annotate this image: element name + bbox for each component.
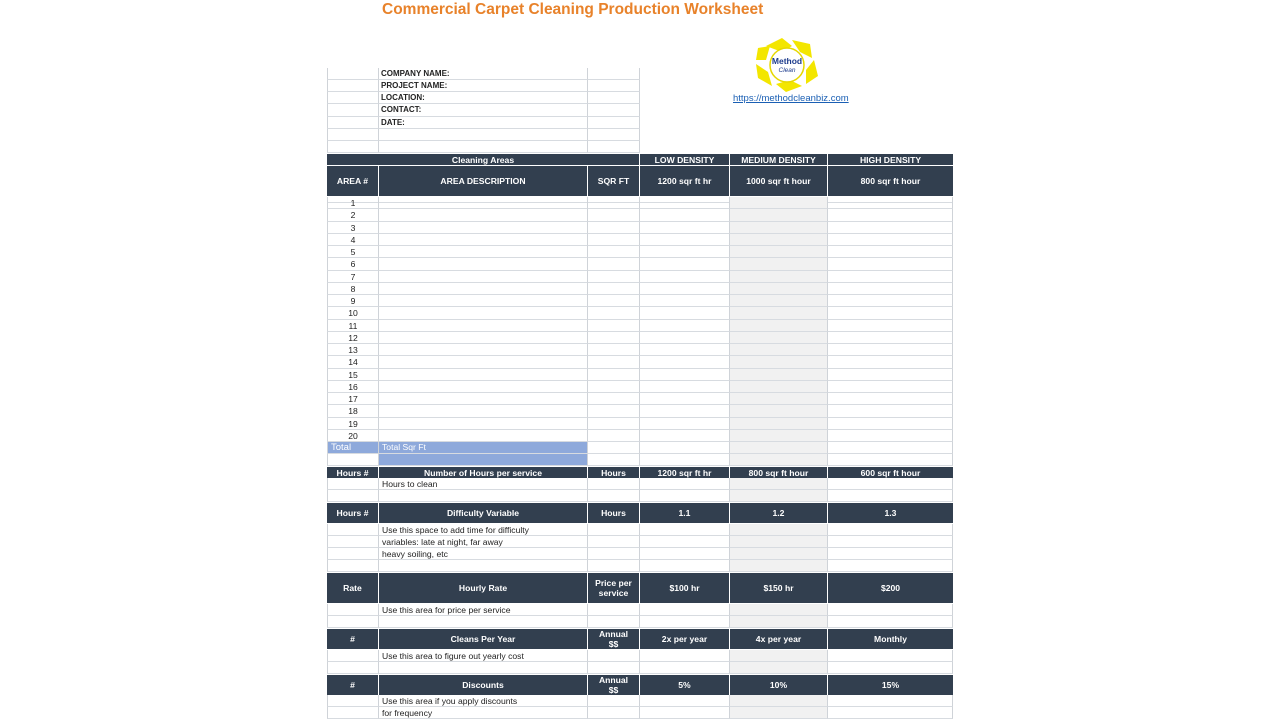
area-medium-cell[interactable] xyxy=(730,258,828,270)
area-number: 18 xyxy=(327,405,379,417)
area-number: 4 xyxy=(327,234,379,246)
area-description-cell[interactable] xyxy=(379,418,588,430)
area-low-cell[interactable] xyxy=(640,295,730,307)
area-row xyxy=(327,197,953,209)
medium-density-header: MEDIUM DENSITY xyxy=(730,154,828,165)
area-row xyxy=(327,271,953,283)
area-number: 13 xyxy=(327,344,379,356)
area-medium-cell[interactable] xyxy=(730,405,828,417)
area-medium-cell[interactable] xyxy=(730,209,828,221)
area-sqft-cell[interactable] xyxy=(588,430,640,442)
difficulty-high-header: 1.3 xyxy=(828,503,953,523)
area-medium-cell[interactable] xyxy=(730,369,828,381)
hours-number-header: Hours # xyxy=(327,467,379,478)
area-high-cell[interactable] xyxy=(828,405,953,417)
area-high-cell[interactable] xyxy=(828,344,953,356)
area-row xyxy=(327,258,953,270)
area-sqft-cell[interactable] xyxy=(588,307,640,319)
area-medium-cell[interactable] xyxy=(730,246,828,258)
area-low-cell[interactable] xyxy=(640,271,730,283)
area-high-cell[interactable] xyxy=(828,332,953,344)
area-row xyxy=(327,381,953,393)
area-description-cell[interactable] xyxy=(379,234,588,246)
difficulty-low-header: 1.1 xyxy=(640,503,730,523)
high-rate-header: 800 sqr ft hour xyxy=(828,166,953,196)
area-number: 17 xyxy=(327,393,379,405)
hours-high-header: 600 sqr ft hour xyxy=(828,467,953,478)
company-name-value[interactable] xyxy=(588,68,640,80)
rate-note: Use this area for price per service xyxy=(379,604,588,616)
area-number: 5 xyxy=(327,246,379,258)
difficulty-note-line: heavy soiling, etc xyxy=(379,548,588,560)
area-sqft-cell[interactable] xyxy=(588,344,640,356)
rate-high-value: $200 xyxy=(828,573,953,603)
discount-low-value: 5% xyxy=(640,675,730,695)
hours-header: Hours xyxy=(588,467,640,478)
density-header-row xyxy=(327,154,953,165)
project-name-value[interactable] xyxy=(588,80,640,92)
cleaning-areas-header: Cleaning Areas xyxy=(327,154,640,165)
sqft-header: SQR FT xyxy=(588,166,640,196)
low-density-header: LOW DENSITY xyxy=(640,154,730,165)
area-medium-cell[interactable] xyxy=(730,356,828,368)
area-high-cell[interactable] xyxy=(828,430,953,442)
area-row xyxy=(327,246,953,258)
area-number: 2 xyxy=(327,209,379,221)
area-description-cell[interactable] xyxy=(379,197,588,209)
area-sqft-cell[interactable] xyxy=(588,258,640,270)
area-medium-cell[interactable] xyxy=(730,307,828,319)
difficulty-variable-header: Difficulty Variable xyxy=(379,503,588,523)
total-row xyxy=(327,442,953,454)
area-row xyxy=(327,222,953,234)
area-row xyxy=(327,356,953,368)
cleans-per-year-header: Cleans Per Year xyxy=(379,629,588,649)
hours-per-service-header: Number of Hours per service xyxy=(379,467,588,478)
area-medium-cell[interactable] xyxy=(730,197,828,209)
area-medium-cell[interactable] xyxy=(730,344,828,356)
area-description-header: AREA DESCRIPTION xyxy=(379,166,588,196)
area-description-cell[interactable] xyxy=(379,381,588,393)
hours-note: Hours to clean xyxy=(379,478,588,490)
low-rate-header: 1200 sqr ft hr xyxy=(640,166,730,196)
area-high-cell[interactable] xyxy=(828,295,953,307)
area-row xyxy=(327,283,953,295)
area-description-cell[interactable] xyxy=(379,320,588,332)
area-low-cell[interactable] xyxy=(640,405,730,417)
discounts-header-row xyxy=(327,675,953,695)
area-high-cell[interactable] xyxy=(828,271,953,283)
logo-text-clean: Clean xyxy=(778,67,796,74)
area-high-cell[interactable] xyxy=(828,320,953,332)
area-medium-cell[interactable] xyxy=(730,393,828,405)
company-name-label: COMPANY NAME: xyxy=(379,68,588,80)
total-sqft-label: Total Sqr Ft xyxy=(379,442,588,454)
area-low-cell[interactable] xyxy=(640,320,730,332)
area-description-cell[interactable] xyxy=(379,344,588,356)
area-description-cell[interactable] xyxy=(379,295,588,307)
cleans-high-value: Monthly xyxy=(828,629,953,649)
medium-rate-header: 1000 sqr ft hour xyxy=(730,166,828,196)
area-number-header: AREA # xyxy=(327,166,379,196)
area-description-cell[interactable] xyxy=(379,246,588,258)
area-row xyxy=(327,332,953,344)
area-high-cell[interactable] xyxy=(828,283,953,295)
area-low-cell[interactable] xyxy=(640,307,730,319)
cleans-number-header: # xyxy=(327,629,379,649)
area-medium-cell[interactable] xyxy=(730,320,828,332)
area-sqft-cell[interactable] xyxy=(588,320,640,332)
area-row xyxy=(327,430,953,442)
area-low-cell[interactable] xyxy=(640,381,730,393)
area-high-cell[interactable] xyxy=(828,369,953,381)
area-low-cell[interactable] xyxy=(640,356,730,368)
area-medium-cell[interactable] xyxy=(730,271,828,283)
area-sqft-cell[interactable] xyxy=(588,246,640,258)
area-description-cell[interactable] xyxy=(379,209,588,221)
area-high-cell[interactable] xyxy=(828,393,953,405)
area-description-cell[interactable] xyxy=(379,393,588,405)
area-high-cell[interactable] xyxy=(828,246,953,258)
area-low-cell[interactable] xyxy=(640,197,730,209)
area-medium-cell[interactable] xyxy=(730,295,828,307)
area-row xyxy=(327,307,953,319)
area-description-cell[interactable] xyxy=(379,222,588,234)
area-high-cell[interactable] xyxy=(828,234,953,246)
discount-high-value: 15% xyxy=(828,675,953,695)
price-per-service-header: Price per service xyxy=(588,573,640,603)
difficulty-hours-header: Hours xyxy=(588,503,640,523)
area-description-cell[interactable] xyxy=(379,405,588,417)
area-number: 16 xyxy=(327,381,379,393)
logo-text-method: Method xyxy=(771,56,803,66)
area-header-row xyxy=(327,166,953,196)
cleans-note: Use this area to figure out yearly cost xyxy=(379,650,588,662)
rate-low-value: $100 hr xyxy=(640,573,730,603)
hours-low-header: 1200 sqr ft hr xyxy=(640,467,730,478)
hourly-rate-header: Hourly Rate xyxy=(379,573,588,603)
area-medium-cell[interactable] xyxy=(730,332,828,344)
area-low-cell[interactable] xyxy=(640,246,730,258)
area-sqft-cell[interactable] xyxy=(588,381,640,393)
area-number: 14 xyxy=(327,356,379,368)
area-number: 15 xyxy=(327,369,379,381)
area-row xyxy=(327,369,953,381)
area-number: 20 xyxy=(327,430,379,442)
rate-header: Rate xyxy=(327,573,379,603)
hours-header-row xyxy=(327,467,953,478)
area-sqft-cell[interactable] xyxy=(588,295,640,307)
area-sqft-cell[interactable] xyxy=(588,197,640,209)
area-high-cell[interactable] xyxy=(828,356,953,368)
difficulty-header-row xyxy=(327,503,953,523)
area-number: 11 xyxy=(327,320,379,332)
contact-label: CONTACT: xyxy=(379,104,588,117)
area-row xyxy=(327,393,953,405)
area-number: 1 xyxy=(327,197,379,209)
area-number: 19 xyxy=(327,418,379,430)
area-high-cell[interactable] xyxy=(828,381,953,393)
area-low-cell[interactable] xyxy=(640,369,730,381)
contact-value[interactable] xyxy=(588,104,640,117)
area-row xyxy=(327,344,953,356)
area-sqft-cell[interactable] xyxy=(588,405,640,417)
rate-header-row xyxy=(327,573,953,603)
area-sqft-cell[interactable] xyxy=(588,209,640,221)
area-high-cell[interactable] xyxy=(828,197,953,209)
area-description-cell[interactable] xyxy=(379,271,588,283)
area-low-cell[interactable] xyxy=(640,234,730,246)
discounts-note-line: for frequency xyxy=(379,707,588,719)
area-low-cell[interactable] xyxy=(640,430,730,442)
cleans-annual-header: Annual $$ xyxy=(588,629,640,649)
area-high-cell[interactable] xyxy=(828,222,953,234)
hours-medium-header: 800 sqr ft hour xyxy=(730,467,828,478)
discounts-number-header: # xyxy=(327,675,379,695)
area-number: 6 xyxy=(327,258,379,270)
area-low-cell[interactable] xyxy=(640,344,730,356)
cleans-low-value: 2x per year xyxy=(640,629,730,649)
discounts-header: Discounts xyxy=(379,675,588,695)
area-sqft-cell[interactable] xyxy=(588,369,640,381)
area-medium-cell[interactable] xyxy=(730,381,828,393)
difficulty-note-line: Use this space to add time for difficulty xyxy=(379,524,588,536)
cleans-medium-value: 4x per year xyxy=(730,629,828,649)
area-medium-cell[interactable] xyxy=(730,234,828,246)
project-name-label: PROJECT NAME: xyxy=(379,80,588,92)
date-label: DATE: xyxy=(379,117,588,129)
area-number: 10 xyxy=(327,307,379,319)
area-description-cell[interactable] xyxy=(379,258,588,270)
area-low-cell[interactable] xyxy=(640,418,730,430)
area-number: 3 xyxy=(327,222,379,234)
area-row xyxy=(327,295,953,307)
area-description-cell[interactable] xyxy=(379,307,588,319)
discounts-note-line: Use this area if you apply discounts xyxy=(379,695,588,707)
area-description-cell[interactable] xyxy=(379,369,588,381)
area-medium-cell[interactable] xyxy=(730,430,828,442)
area-sqft-cell[interactable] xyxy=(588,222,640,234)
area-description-cell[interactable] xyxy=(379,430,588,442)
area-high-cell[interactable] xyxy=(828,258,953,270)
area-description-cell[interactable] xyxy=(379,283,588,295)
location-value[interactable] xyxy=(588,92,640,104)
difficulty-note-line: variables: late at night, far away xyxy=(379,536,588,548)
discount-medium-value: 10% xyxy=(730,675,828,695)
area-medium-cell[interactable] xyxy=(730,418,828,430)
area-number: 9 xyxy=(327,295,379,307)
area-high-cell[interactable] xyxy=(828,307,953,319)
area-row xyxy=(327,234,953,246)
area-sqft-cell[interactable] xyxy=(588,418,640,430)
area-sqft-cell[interactable] xyxy=(588,234,640,246)
area-number: 12 xyxy=(327,332,379,344)
area-description-cell[interactable] xyxy=(379,332,588,344)
area-low-cell[interactable] xyxy=(640,209,730,221)
area-row xyxy=(327,209,953,221)
area-sqft-cell[interactable] xyxy=(588,393,640,405)
discounts-annual-header: Annual $$ xyxy=(588,675,640,695)
area-low-cell[interactable] xyxy=(640,222,730,234)
method-clean-logo xyxy=(752,36,822,94)
area-high-cell[interactable] xyxy=(828,418,953,430)
total-label: Total xyxy=(327,442,379,454)
area-medium-cell[interactable] xyxy=(730,222,828,234)
area-row xyxy=(327,418,953,430)
area-medium-cell[interactable] xyxy=(730,283,828,295)
date-value[interactable] xyxy=(588,117,640,129)
rate-medium-value: $150 hr xyxy=(730,573,828,603)
area-low-cell[interactable] xyxy=(640,332,730,344)
area-number: 8 xyxy=(327,283,379,295)
area-description-cell[interactable] xyxy=(379,356,588,368)
difficulty-medium-header: 1.2 xyxy=(730,503,828,523)
location-label: LOCATION: xyxy=(379,92,588,104)
difficulty-number-header: Hours # xyxy=(327,503,379,523)
area-sqft-cell[interactable] xyxy=(588,332,640,344)
area-low-cell[interactable] xyxy=(640,283,730,295)
area-row xyxy=(327,320,953,332)
area-sqft-cell[interactable] xyxy=(588,356,640,368)
page-title: Commercial Carpet Cleaning Production Worksheet xyxy=(382,1,764,18)
area-sqft-cell[interactable] xyxy=(588,271,640,283)
area-sqft-cell[interactable] xyxy=(588,283,640,295)
cleans-header-row xyxy=(327,629,953,649)
area-low-cell[interactable] xyxy=(640,258,730,270)
area-number: 7 xyxy=(327,271,379,283)
high-density-header: HIGH DENSITY xyxy=(828,154,953,165)
website-link[interactable]: https://methodcleanbiz.com xyxy=(733,93,849,104)
area-low-cell[interactable] xyxy=(640,393,730,405)
area-high-cell[interactable] xyxy=(828,209,953,221)
area-row xyxy=(327,405,953,417)
